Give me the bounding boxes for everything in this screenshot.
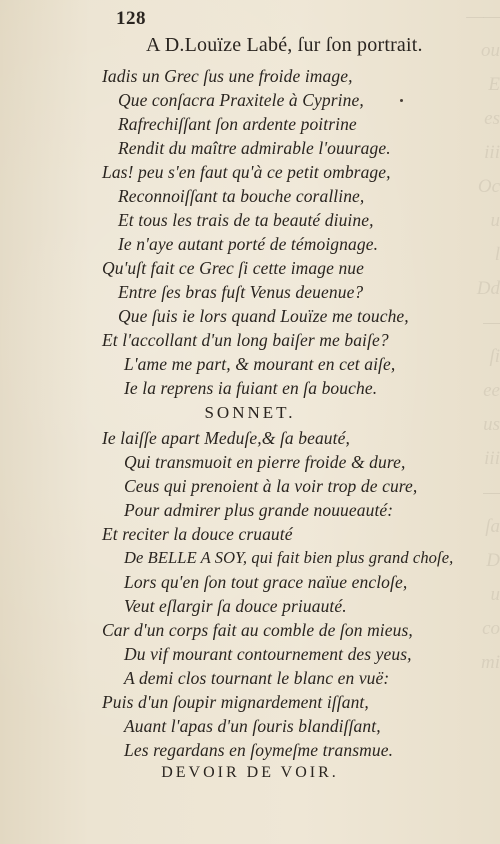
poem-line: Rendit du maître admirable l'ouurage. bbox=[118, 138, 391, 158]
poem-line: Entre ſes bras fuſt Venus deuenue? bbox=[118, 282, 364, 302]
sonnet-line: Ie laiſſe apart Meduſe,& ſa beauté, bbox=[102, 428, 350, 448]
poem-line: Qu'uſt fait ce Grec ſi cette image nue bbox=[102, 258, 365, 278]
sonnet-heading: SONNET. bbox=[204, 403, 296, 422]
poem-line: Rafrechiſſant ſon ardente poitrine bbox=[118, 114, 357, 134]
sonnet-line: Les regardans en ſoymeſme transmue. bbox=[124, 740, 394, 760]
sonnet-line: De BELLE A SOY, qui fait bien plus grand choſe, bbox=[124, 548, 454, 567]
catchword: DEVOIR DE VOIR. bbox=[161, 764, 339, 781]
poem-line: L'ame me part, & mourant en cet aiſe, bbox=[124, 354, 396, 374]
poem-line: Que ſuis ie lors quand Louïze me touche, bbox=[118, 306, 409, 326]
sonnet-line: Ceus qui prenoient à la voir trop de cure, bbox=[124, 476, 418, 496]
poem-line: Iadis un Grec ſus une froide image, bbox=[102, 66, 353, 86]
sonnet-line: Pour admirer plus grande nouueauté: bbox=[124, 500, 394, 520]
sonnet-line: Du vif mourant contournement des yeus, bbox=[124, 644, 412, 664]
sonnet-line: Et reciter la douce cruauté bbox=[102, 524, 293, 544]
show-through-text: —— ou E es iii Oc u l Dd — ſi ee us iii — ſa D u co mi bbox=[466, 6, 500, 673]
poem-line: Las! peu s'en faut qu'à ce petit ombrage, bbox=[102, 162, 391, 182]
page-number: 128 bbox=[116, 8, 146, 29]
ink-speck bbox=[400, 99, 403, 102]
sonnet-line: Veut eſlargir ſa douce priuauté. bbox=[124, 596, 347, 616]
sonnet-line: Puis d'un ſoupir mignardement iſſant, bbox=[102, 692, 369, 712]
sonnet-line: Car d'un corps fait au comble de ſon mieus, bbox=[102, 620, 413, 640]
poem-line: Ie n'aye autant porté de témoignage. bbox=[118, 234, 379, 254]
poem-line: Que conſacra Praxitele à Cyprine, bbox=[118, 90, 364, 110]
sonnet-line: A demi clos tournant le blanc en vuë: bbox=[124, 668, 390, 688]
sonnet-line: Auant l'apas d'un ſouris blandiſſant, bbox=[124, 716, 381, 736]
poem-line: Et tous les trais de ta beauté diuine, bbox=[118, 210, 374, 230]
poem-line: Et l'accollant d'un long baiſer me baiſe? bbox=[102, 330, 389, 350]
page-header: A D.Louïze Labé, ſur ſon portrait. bbox=[146, 34, 423, 56]
sonnet-line: Qui transmuoit en pierre froide & dure, bbox=[124, 452, 406, 472]
poem-line: Ie la reprens ia fuiant en ſa bouche. bbox=[124, 378, 378, 398]
sonnet-line: Lors qu'en ſon tout grace naïue encloſe, bbox=[124, 572, 408, 592]
poem-line: Reconnoiſſant ta bouche coralline, bbox=[118, 186, 365, 206]
